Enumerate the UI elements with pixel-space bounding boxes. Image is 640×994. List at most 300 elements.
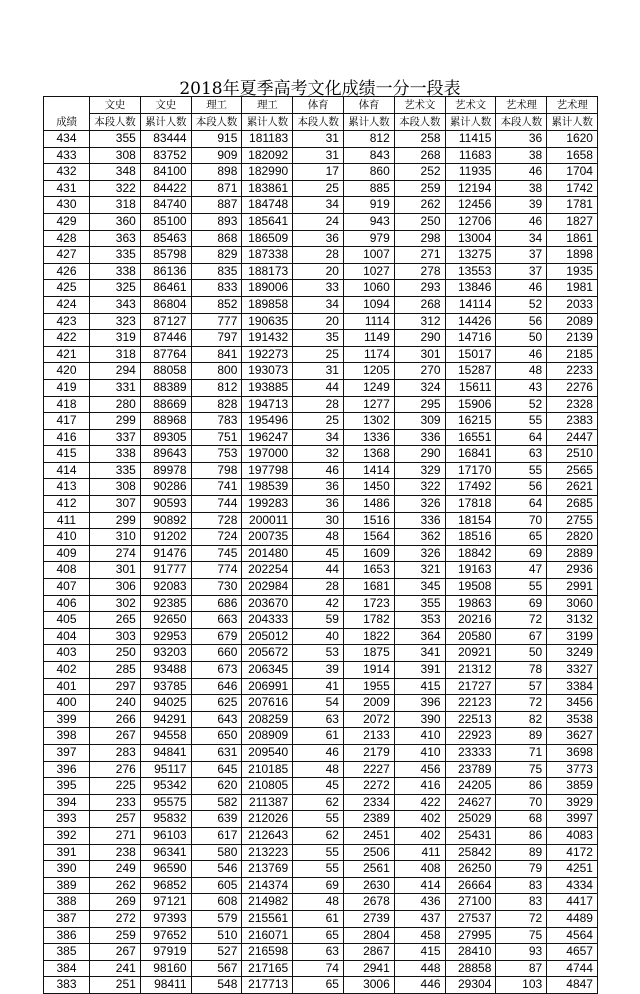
cell-ligong_cum: 199283: [242, 496, 293, 513]
header-sub-score: 成绩: [44, 114, 90, 131]
cell-wenshi_cum: 86461: [140, 280, 191, 297]
cell-yishuli_cum: 4334: [547, 877, 598, 894]
header-sub-wenshi_cum: 累计人数: [140, 114, 191, 131]
cell-wenshi_seg: 272: [90, 910, 141, 927]
cell-ligong_seg: 580: [191, 844, 242, 861]
cell-yishuli_seg: 55: [496, 579, 547, 596]
cell-ligong_cum: 216071: [242, 927, 293, 944]
cell-wenshi_seg: 285: [90, 662, 141, 679]
cell-ligong_cum: 197000: [242, 446, 293, 463]
cell-wenshi_cum: 87764: [140, 346, 191, 363]
table-row: [44, 811, 598, 828]
cell-score: 411: [44, 512, 90, 529]
table-row: [44, 429, 598, 446]
cell-wenshi_cum: 90892: [140, 512, 191, 529]
cell-wenshi_seg: 319: [90, 330, 141, 347]
cell-tiyu_cum: 1277: [343, 396, 394, 413]
table-row: [44, 512, 598, 529]
cell-wenshi_seg: 225: [90, 778, 141, 795]
cell-score: 393: [44, 811, 90, 828]
cell-yishuli_cum: 2328: [547, 396, 598, 413]
cell-ligong_seg: 893: [191, 213, 242, 230]
cell-score: 398: [44, 728, 90, 745]
cell-yishuli_seg: 56: [496, 479, 547, 496]
cell-score: 416: [44, 429, 90, 446]
cell-score: 396: [44, 761, 90, 778]
cell-score: 404: [44, 628, 90, 645]
cell-ligong_cum: 186509: [242, 230, 293, 247]
cell-ligong_seg: 812: [191, 379, 242, 396]
cell-tiyu_seg: 20: [293, 313, 344, 330]
cell-yishuli_cum: 1827: [547, 213, 598, 230]
cell-ligong_seg: 751: [191, 429, 242, 446]
cell-ligong_seg: 527: [191, 944, 242, 961]
table-row: [44, 280, 598, 297]
cell-wenshi_cum: 97121: [140, 894, 191, 911]
cell-yishuli_cum: 2447: [547, 429, 598, 446]
cell-ligong_cum: 196247: [242, 429, 293, 446]
cell-tiyu_cum: 1822: [343, 628, 394, 645]
cell-yishuli_cum: 2889: [547, 545, 598, 562]
cell-yishuli_cum: 1620: [547, 131, 598, 148]
cell-yishuli_seg: 69: [496, 595, 547, 612]
cell-yishuli_seg: 78: [496, 662, 547, 679]
cell-tiyu_cum: 1486: [343, 496, 394, 513]
cell-score: 405: [44, 612, 90, 629]
cell-wenshi_cum: 86804: [140, 296, 191, 313]
cell-yishuli_cum: 1935: [547, 263, 598, 280]
cell-yishuwen_cum: 13846: [445, 280, 496, 297]
cell-tiyu_seg: 36: [293, 230, 344, 247]
cell-tiyu_seg: 31: [293, 147, 344, 164]
cell-tiyu_seg: 55: [293, 811, 344, 828]
cell-tiyu_seg: 65: [293, 977, 344, 994]
cell-score: 429: [44, 213, 90, 230]
cell-ligong_seg: 835: [191, 263, 242, 280]
cell-score: 385: [44, 944, 90, 961]
cell-wenshi_cum: 97393: [140, 910, 191, 927]
cell-yishuwen_cum: 11415: [445, 131, 496, 148]
cell-ligong_cum: 210185: [242, 761, 293, 778]
cell-tiyu_seg: 20: [293, 263, 344, 280]
cell-yishuli_seg: 87: [496, 960, 547, 977]
table-row: [44, 944, 598, 961]
header-group-score: [44, 97, 90, 114]
cell-wenshi_cum: 92953: [140, 628, 191, 645]
cell-yishuwen_cum: 18842: [445, 545, 496, 562]
cell-yishuwen_seg: 456: [394, 761, 445, 778]
table-row: [44, 313, 598, 330]
cell-tiyu_seg: 61: [293, 728, 344, 745]
cell-yishuli_seg: 48: [496, 363, 547, 380]
cell-yishuwen_seg: 336: [394, 429, 445, 446]
cell-yishuli_seg: 38: [496, 180, 547, 197]
header-sub-yishuwen_cum: 累计人数: [445, 114, 496, 131]
cell-ligong_seg: 650: [191, 728, 242, 745]
cell-yishuwen_cum: 26250: [445, 861, 496, 878]
cell-score: 386: [44, 927, 90, 944]
cell-tiyu_cum: 1516: [343, 512, 394, 529]
cell-wenshi_seg: 331: [90, 379, 141, 396]
cell-ligong_seg: 871: [191, 180, 242, 197]
cell-ligong_seg: 582: [191, 794, 242, 811]
cell-yishuli_seg: 93: [496, 944, 547, 961]
cell-score: 420: [44, 363, 90, 380]
cell-yishuli_seg: 34: [496, 230, 547, 247]
cell-yishuli_seg: 64: [496, 429, 547, 446]
cell-tiyu_cum: 1609: [343, 545, 394, 562]
cell-yishuwen_seg: 390: [394, 711, 445, 728]
cell-yishuwen_cum: 14426: [445, 313, 496, 330]
cell-tiyu_seg: 55: [293, 844, 344, 861]
cell-yishuwen_cum: 28858: [445, 960, 496, 977]
cell-ligong_seg: 753: [191, 446, 242, 463]
cell-ligong_seg: 686: [191, 595, 242, 612]
cell-wenshi_cum: 84740: [140, 197, 191, 214]
cell-yishuli_cum: 2089: [547, 313, 598, 330]
cell-yishuli_cum: 2936: [547, 562, 598, 579]
cell-yishuli_seg: 83: [496, 894, 547, 911]
cell-wenshi_cum: 83444: [140, 131, 191, 148]
cell-wenshi_cum: 83752: [140, 147, 191, 164]
cell-yishuli_cum: 4847: [547, 977, 598, 994]
cell-ligong_cum: 206345: [242, 662, 293, 679]
cell-yishuli_seg: 38: [496, 147, 547, 164]
table-row: [44, 263, 598, 280]
cell-ligong_cum: 213769: [242, 861, 293, 878]
cell-wenshi_seg: 337: [90, 429, 141, 446]
header-sub-tiyu_seg: 本段人数: [293, 114, 344, 131]
cell-tiyu_seg: 28: [293, 396, 344, 413]
table-row: [44, 363, 598, 380]
cell-wenshi_cum: 87127: [140, 313, 191, 330]
cell-ligong_cum: 193073: [242, 363, 293, 380]
cell-yishuwen_seg: 324: [394, 379, 445, 396]
cell-tiyu_seg: 48: [293, 761, 344, 778]
cell-yishuwen_seg: 408: [394, 861, 445, 878]
cell-yishuwen_cum: 19163: [445, 562, 496, 579]
cell-yishuwen_cum: 25029: [445, 811, 496, 828]
cell-wenshi_seg: 308: [90, 479, 141, 496]
cell-ligong_cum: 214374: [242, 877, 293, 894]
cell-yishuwen_cum: 27100: [445, 894, 496, 911]
cell-wenshi_seg: 241: [90, 960, 141, 977]
cell-yishuli_cum: 2233: [547, 363, 598, 380]
cell-score: 422: [44, 330, 90, 347]
cell-tiyu_seg: 28: [293, 247, 344, 264]
cell-tiyu_cum: 1955: [343, 678, 394, 695]
cell-wenshi_cum: 91777: [140, 562, 191, 579]
cell-ligong_cum: 189006: [242, 280, 293, 297]
cell-score: 421: [44, 346, 90, 363]
cell-yishuwen_cum: 11935: [445, 164, 496, 181]
cell-ligong_seg: 852: [191, 296, 242, 313]
cell-tiyu_cum: 1914: [343, 662, 394, 679]
cell-wenshi_seg: 301: [90, 562, 141, 579]
cell-wenshi_seg: 348: [90, 164, 141, 181]
header-group-wenshi_cum: 文史: [140, 97, 191, 114]
cell-tiyu_cum: 1450: [343, 479, 394, 496]
table-header: [44, 97, 598, 131]
cell-tiyu_cum: 1414: [343, 462, 394, 479]
cell-tiyu_seg: 48: [293, 894, 344, 911]
cell-ligong_seg: 548: [191, 977, 242, 994]
cell-wenshi_seg: 267: [90, 944, 141, 961]
cell-ligong_seg: 741: [191, 479, 242, 496]
cell-tiyu_cum: 2678: [343, 894, 394, 911]
cell-yishuwen_seg: 355: [394, 595, 445, 612]
cell-yishuwen_cum: 26664: [445, 877, 496, 894]
cell-score: 433: [44, 147, 90, 164]
cell-yishuwen_cum: 20921: [445, 645, 496, 662]
cell-tiyu_cum: 1368: [343, 446, 394, 463]
cell-wenshi_seg: 338: [90, 446, 141, 463]
cell-wenshi_cum: 95117: [140, 761, 191, 778]
cell-yishuli_cum: 3249: [547, 645, 598, 662]
cell-yishuwen_seg: 262: [394, 197, 445, 214]
cell-yishuwen_seg: 326: [394, 496, 445, 513]
cell-wenshi_seg: 343: [90, 296, 141, 313]
score-distribution-table: [43, 96, 598, 994]
cell-tiyu_cum: 1174: [343, 346, 394, 363]
cell-tiyu_seg: 42: [293, 595, 344, 612]
header-group-yishuwen_cum: 艺术文: [445, 97, 496, 114]
header-sub-ligong_cum: 累计人数: [242, 114, 293, 131]
cell-wenshi_cum: 95832: [140, 811, 191, 828]
header-group-tiyu_cum: 体育: [343, 97, 394, 114]
table-row: [44, 662, 598, 679]
cell-yishuwen_cum: 15017: [445, 346, 496, 363]
cell-yishuwen_seg: 290: [394, 330, 445, 347]
cell-yishuwen_cum: 19863: [445, 595, 496, 612]
cell-score: 407: [44, 579, 90, 596]
cell-yishuli_seg: 72: [496, 612, 547, 629]
header-group-ligong_cum: 理工: [242, 97, 293, 114]
cell-yishuli_cum: 2276: [547, 379, 598, 396]
cell-tiyu_seg: 25: [293, 346, 344, 363]
cell-score: 423: [44, 313, 90, 330]
cell-yishuli_seg: 103: [496, 977, 547, 994]
cell-yishuli_cum: 3384: [547, 678, 598, 695]
cell-wenshi_seg: 363: [90, 230, 141, 247]
cell-yishuwen_cum: 12194: [445, 180, 496, 197]
cell-score: 432: [44, 164, 90, 181]
cell-yishuli_cum: 4564: [547, 927, 598, 944]
cell-yishuli_cum: 3538: [547, 711, 598, 728]
cell-ligong_cum: 197798: [242, 462, 293, 479]
cell-ligong_seg: 639: [191, 811, 242, 828]
cell-ligong_cum: 189858: [242, 296, 293, 313]
cell-wenshi_seg: 303: [90, 628, 141, 645]
cell-ligong_cum: 212026: [242, 811, 293, 828]
cell-yishuli_cum: 3456: [547, 695, 598, 712]
cell-score: 430: [44, 197, 90, 214]
cell-wenshi_seg: 251: [90, 977, 141, 994]
cell-ligong_seg: 546: [191, 861, 242, 878]
cell-yishuli_cum: 3199: [547, 628, 598, 645]
cell-wenshi_cum: 84422: [140, 180, 191, 197]
cell-wenshi_seg: 274: [90, 545, 141, 562]
cell-yishuli_cum: 3929: [547, 794, 598, 811]
cell-wenshi_cum: 93488: [140, 662, 191, 679]
cell-tiyu_cum: 1149: [343, 330, 394, 347]
cell-tiyu_cum: 2389: [343, 811, 394, 828]
cell-tiyu_seg: 25: [293, 180, 344, 197]
cell-yishuli_cum: 3627: [547, 728, 598, 745]
cell-score: 408: [44, 562, 90, 579]
cell-yishuli_seg: 69: [496, 545, 547, 562]
table-row: [44, 147, 598, 164]
cell-score: 401: [44, 678, 90, 695]
cell-yishuwen_seg: 321: [394, 562, 445, 579]
cell-yishuwen_seg: 252: [394, 164, 445, 181]
cell-tiyu_seg: 63: [293, 711, 344, 728]
cell-tiyu_cum: 2804: [343, 927, 394, 944]
cell-yishuwen_seg: 345: [394, 579, 445, 596]
table-row: [44, 180, 598, 197]
cell-ligong_cum: 195496: [242, 413, 293, 430]
table-row: [44, 396, 598, 413]
cell-tiyu_cum: 1060: [343, 280, 394, 297]
cell-yishuwen_seg: 437: [394, 910, 445, 927]
cell-yishuli_seg: 72: [496, 695, 547, 712]
cell-tiyu_seg: 32: [293, 446, 344, 463]
cell-ligong_cum: 202254: [242, 562, 293, 579]
cell-tiyu_cum: 1027: [343, 263, 394, 280]
cell-score: 387: [44, 910, 90, 927]
table-row: [44, 910, 598, 927]
cell-wenshi_seg: 306: [90, 579, 141, 596]
cell-yishuwen_seg: 293: [394, 280, 445, 297]
cell-wenshi_cum: 90286: [140, 479, 191, 496]
table-row: [44, 960, 598, 977]
table-row: [44, 545, 598, 562]
cell-tiyu_cum: 860: [343, 164, 394, 181]
cell-tiyu_seg: 61: [293, 910, 344, 927]
cell-ligong_seg: 800: [191, 363, 242, 380]
cell-ligong_cum: 211387: [242, 794, 293, 811]
cell-wenshi_seg: 267: [90, 728, 141, 745]
cell-score: 399: [44, 711, 90, 728]
table-row: [44, 579, 598, 596]
cell-ligong_seg: 631: [191, 744, 242, 761]
cell-tiyu_cum: 2227: [343, 761, 394, 778]
cell-ligong_cum: 202984: [242, 579, 293, 596]
cell-wenshi_cum: 92083: [140, 579, 191, 596]
cell-yishuwen_cum: 12456: [445, 197, 496, 214]
table-row: [44, 330, 598, 347]
cell-yishuli_cum: 3698: [547, 744, 598, 761]
cell-wenshi_seg: 323: [90, 313, 141, 330]
cell-ligong_seg: 828: [191, 396, 242, 413]
cell-tiyu_seg: 48: [293, 529, 344, 546]
table-row: [44, 744, 598, 761]
cell-wenshi_seg: 308: [90, 147, 141, 164]
cell-yishuli_seg: 39: [496, 197, 547, 214]
cell-yishuwen_seg: 415: [394, 944, 445, 961]
cell-ligong_seg: 887: [191, 197, 242, 214]
cell-tiyu_seg: 59: [293, 612, 344, 629]
table-row: [44, 296, 598, 313]
cell-score: 434: [44, 131, 90, 148]
cell-ligong_cum: 204333: [242, 612, 293, 629]
cell-yishuli_seg: 55: [496, 413, 547, 430]
cell-yishuwen_cum: 24205: [445, 778, 496, 795]
cell-wenshi_seg: 338: [90, 263, 141, 280]
cell-score: 414: [44, 462, 90, 479]
table-row: [44, 562, 598, 579]
cell-ligong_cum: 183861: [242, 180, 293, 197]
cell-tiyu_cum: 2561: [343, 861, 394, 878]
cell-tiyu_seg: 41: [293, 678, 344, 695]
cell-yishuwen_seg: 326: [394, 545, 445, 562]
cell-yishuwen_seg: 414: [394, 877, 445, 894]
table-row: [44, 379, 598, 396]
cell-ligong_cum: 185641: [242, 213, 293, 230]
header-sub-ligong_seg: 本段人数: [191, 114, 242, 131]
cell-tiyu_seg: 35: [293, 330, 344, 347]
cell-tiyu_cum: 2451: [343, 827, 394, 844]
cell-yishuwen_cum: 20216: [445, 612, 496, 629]
cell-yishuwen_cum: 11683: [445, 147, 496, 164]
cell-tiyu_seg: 74: [293, 960, 344, 977]
cell-ligong_seg: 679: [191, 628, 242, 645]
header-group-wenshi_seg: 文史: [90, 97, 141, 114]
cell-wenshi_seg: 310: [90, 529, 141, 546]
header-group-yishuli_cum: 艺术理: [547, 97, 598, 114]
cell-wenshi_seg: 325: [90, 280, 141, 297]
cell-yishuwen_seg: 258: [394, 131, 445, 148]
cell-ligong_cum: 208259: [242, 711, 293, 728]
cell-yishuwen_cum: 15611: [445, 379, 496, 396]
table-row: [44, 861, 598, 878]
cell-tiyu_cum: 2506: [343, 844, 394, 861]
cell-wenshi_seg: 318: [90, 197, 141, 214]
cell-wenshi_cum: 95575: [140, 794, 191, 811]
cell-yishuli_cum: 2033: [547, 296, 598, 313]
cell-wenshi_cum: 84100: [140, 164, 191, 181]
cell-ligong_seg: 646: [191, 678, 242, 695]
cell-score: 417: [44, 413, 90, 430]
cell-yishuwen_seg: 290: [394, 446, 445, 463]
cell-yishuli_seg: 52: [496, 296, 547, 313]
cell-yishuwen_seg: 362: [394, 529, 445, 546]
cell-score: 394: [44, 794, 90, 811]
cell-yishuli_seg: 86: [496, 827, 547, 844]
cell-ligong_cum: 203670: [242, 595, 293, 612]
cell-wenshi_cum: 93203: [140, 645, 191, 662]
cell-yishuli_cum: 4744: [547, 960, 598, 977]
cell-ligong_seg: 829: [191, 247, 242, 264]
cell-wenshi_cum: 94841: [140, 744, 191, 761]
cell-tiyu_seg: 53: [293, 645, 344, 662]
table-row: [44, 844, 598, 861]
cell-tiyu_cum: 1875: [343, 645, 394, 662]
cell-yishuli_seg: 56: [496, 313, 547, 330]
cell-ligong_cum: 184748: [242, 197, 293, 214]
header-group-ligong_seg: 理工: [191, 97, 242, 114]
cell-ligong_cum: 205672: [242, 645, 293, 662]
cell-tiyu_seg: 45: [293, 545, 344, 562]
cell-wenshi_cum: 88389: [140, 379, 191, 396]
cell-yishuli_cum: 4489: [547, 910, 598, 927]
cell-ligong_seg: 620: [191, 778, 242, 795]
header-sub-yishuwen_seg: 本段人数: [394, 114, 445, 131]
cell-wenshi_seg: 262: [90, 877, 141, 894]
cell-yishuli_seg: 46: [496, 164, 547, 181]
cell-ligong_cum: 182990: [242, 164, 293, 181]
cell-tiyu_seg: 34: [293, 429, 344, 446]
